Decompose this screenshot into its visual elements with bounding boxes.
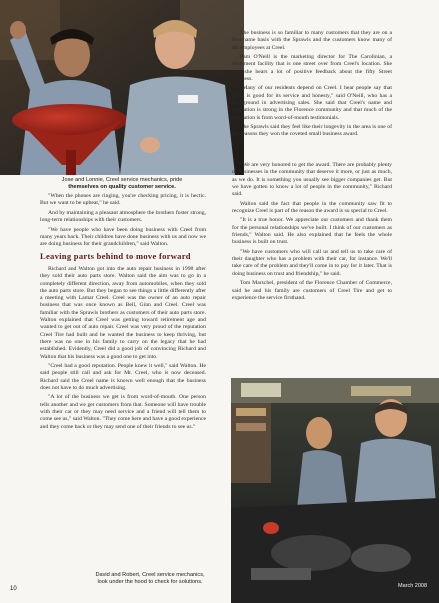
left-paragraph: And by maintaining a pleasant atmosphere the brothers foster strong, long-term relationships with their customers. [40,209,206,224]
bottom-caption-line1: David and Robert, Creel service mechanics, [95,572,205,578]
right-paragraph: Tom Marschel, president of the Florence Chamber of Commerce, said he and his family are customers of Creel Tire and get to experience the service firsthand. [232,280,392,301]
photo-mechanics-jose-lonnie [0,0,244,175]
right-paragraph: "Many of our residents depend on Creel. I hear people say that Creel is good for its service and honesty," said O'Neill, who has a background in advertising sales. She said that Creel's name and reputation is strong in the Florence community and that much of the reputation is from word-of-mouth testimonials. [232,85,392,121]
right-column-wide [232,162,392,304]
right-paragraph: The Sprawls said they feel like their longevity in the area is one of the reasons they won the coveted small business award. [232,124,392,138]
top-caption-line2: themselves on quality customer service. [68,184,176,190]
left-paragraph: "Creel had a good reputation. People knew it well," said Walton. He said people still call and ask for Mr. Creel, who is now deceased. Richard said the Creel name is known well enough that the business does not have to do much advertising. [40,363,206,391]
left-paragraph: "We have people who have been doing business with Creel from many years back. Their children have done business with us and now we are doing business for their grandchildren," said Walton. [40,226,206,248]
page-number: 10 [10,586,17,592]
right-column [232,30,392,141]
issue-date: March 2008 [398,583,428,589]
right-paragraph: "We are very honored to get the award. There are probably plenty of businesses in the community that deserve it more, or just as much, as we do. It is something you usually see bigger companies get. But we have gotten to know a lot of people in the community," Richard said. [232,162,392,198]
left-paragraph: Richard and Walton got into the auto repair business in 1998 after they sold their auto parts store. Walton said the aim was to go in a completely different direction, away from automobiles, when they sold the auto parts store. But they began to see things a little differently after a meeting with Lamar Creel. Creel was the owner of an auto repair business that was once known as Bell, Ginn and Creel. Creel was familiar with the Sprawls brothers as customers of their auto parts store. Walton explained that Creel was getting toward retirement age and wanted to get out of auto repair. Creel was very proud of the reputation Creel Tire had built and he wanted the business to keep thriving, but there was no one in his family to carry on the legacy that he had established. Evidently, Creel did a good job of convincing Richard and Walton that his business was a good one to get into. [40,266,206,360]
left-column-top [40,193,206,251]
top-caption-line1: Jose and Lonnie, Creel service mechanics, pride [61,177,183,183]
right-paragraph: "We have customers who will call us and tell us to take care of their daughter who has a problem with their car, for instance. We'll take care of the problem and they'll come in to pay for it later. That is doing business on trust and friendship," he said. [232,248,392,277]
photo-mechanics-david-robert [231,378,439,603]
left-paragraph: "A lot of the business we get is from word-of-mouth. One person tells another and we get customers from that. Someone will have trouble with their car or they may need service and a friend will tell them to come see us," said Walton. "They come here and have a good experience and they come back or they may send one of their friends to see us." [40,394,206,430]
top-photo-caption [0,177,244,191]
bottom-photo-caption [70,572,230,586]
section-heading: Leaving parts behind to move forward [40,251,191,261]
right-paragraph: The business is so familiar to many customers that they are on a first-name basis with the Sprawls and the customers know many of the employees at Creel. [232,30,392,51]
right-paragraph: "It is a true honor. We appreciate our customers and thank them for the personal relationships we've built. I think of our customers as friends," Walton said. He also explained that he feels the whole business is built on trust. [232,217,392,246]
right-paragraph: Walton said the fact that people in the community saw fit to recognize Creel is part of the reason the award is so special to Creel. [232,200,392,214]
bottom-caption-line2: look under the hood to check for solutions. [97,579,203,585]
left-column-bottom [40,266,206,433]
left-paragraph: "When the phones are ringing, you're checking pricing, it is hectic. But we want to be upbeat," he said. [40,193,206,207]
right-paragraph: Pam O'Neill is the marketing director for The Carolinian, a retirement facility that is one street over from Creel's location. She said she hears a lot of positive feedback about the fifty Street business. [232,54,392,82]
